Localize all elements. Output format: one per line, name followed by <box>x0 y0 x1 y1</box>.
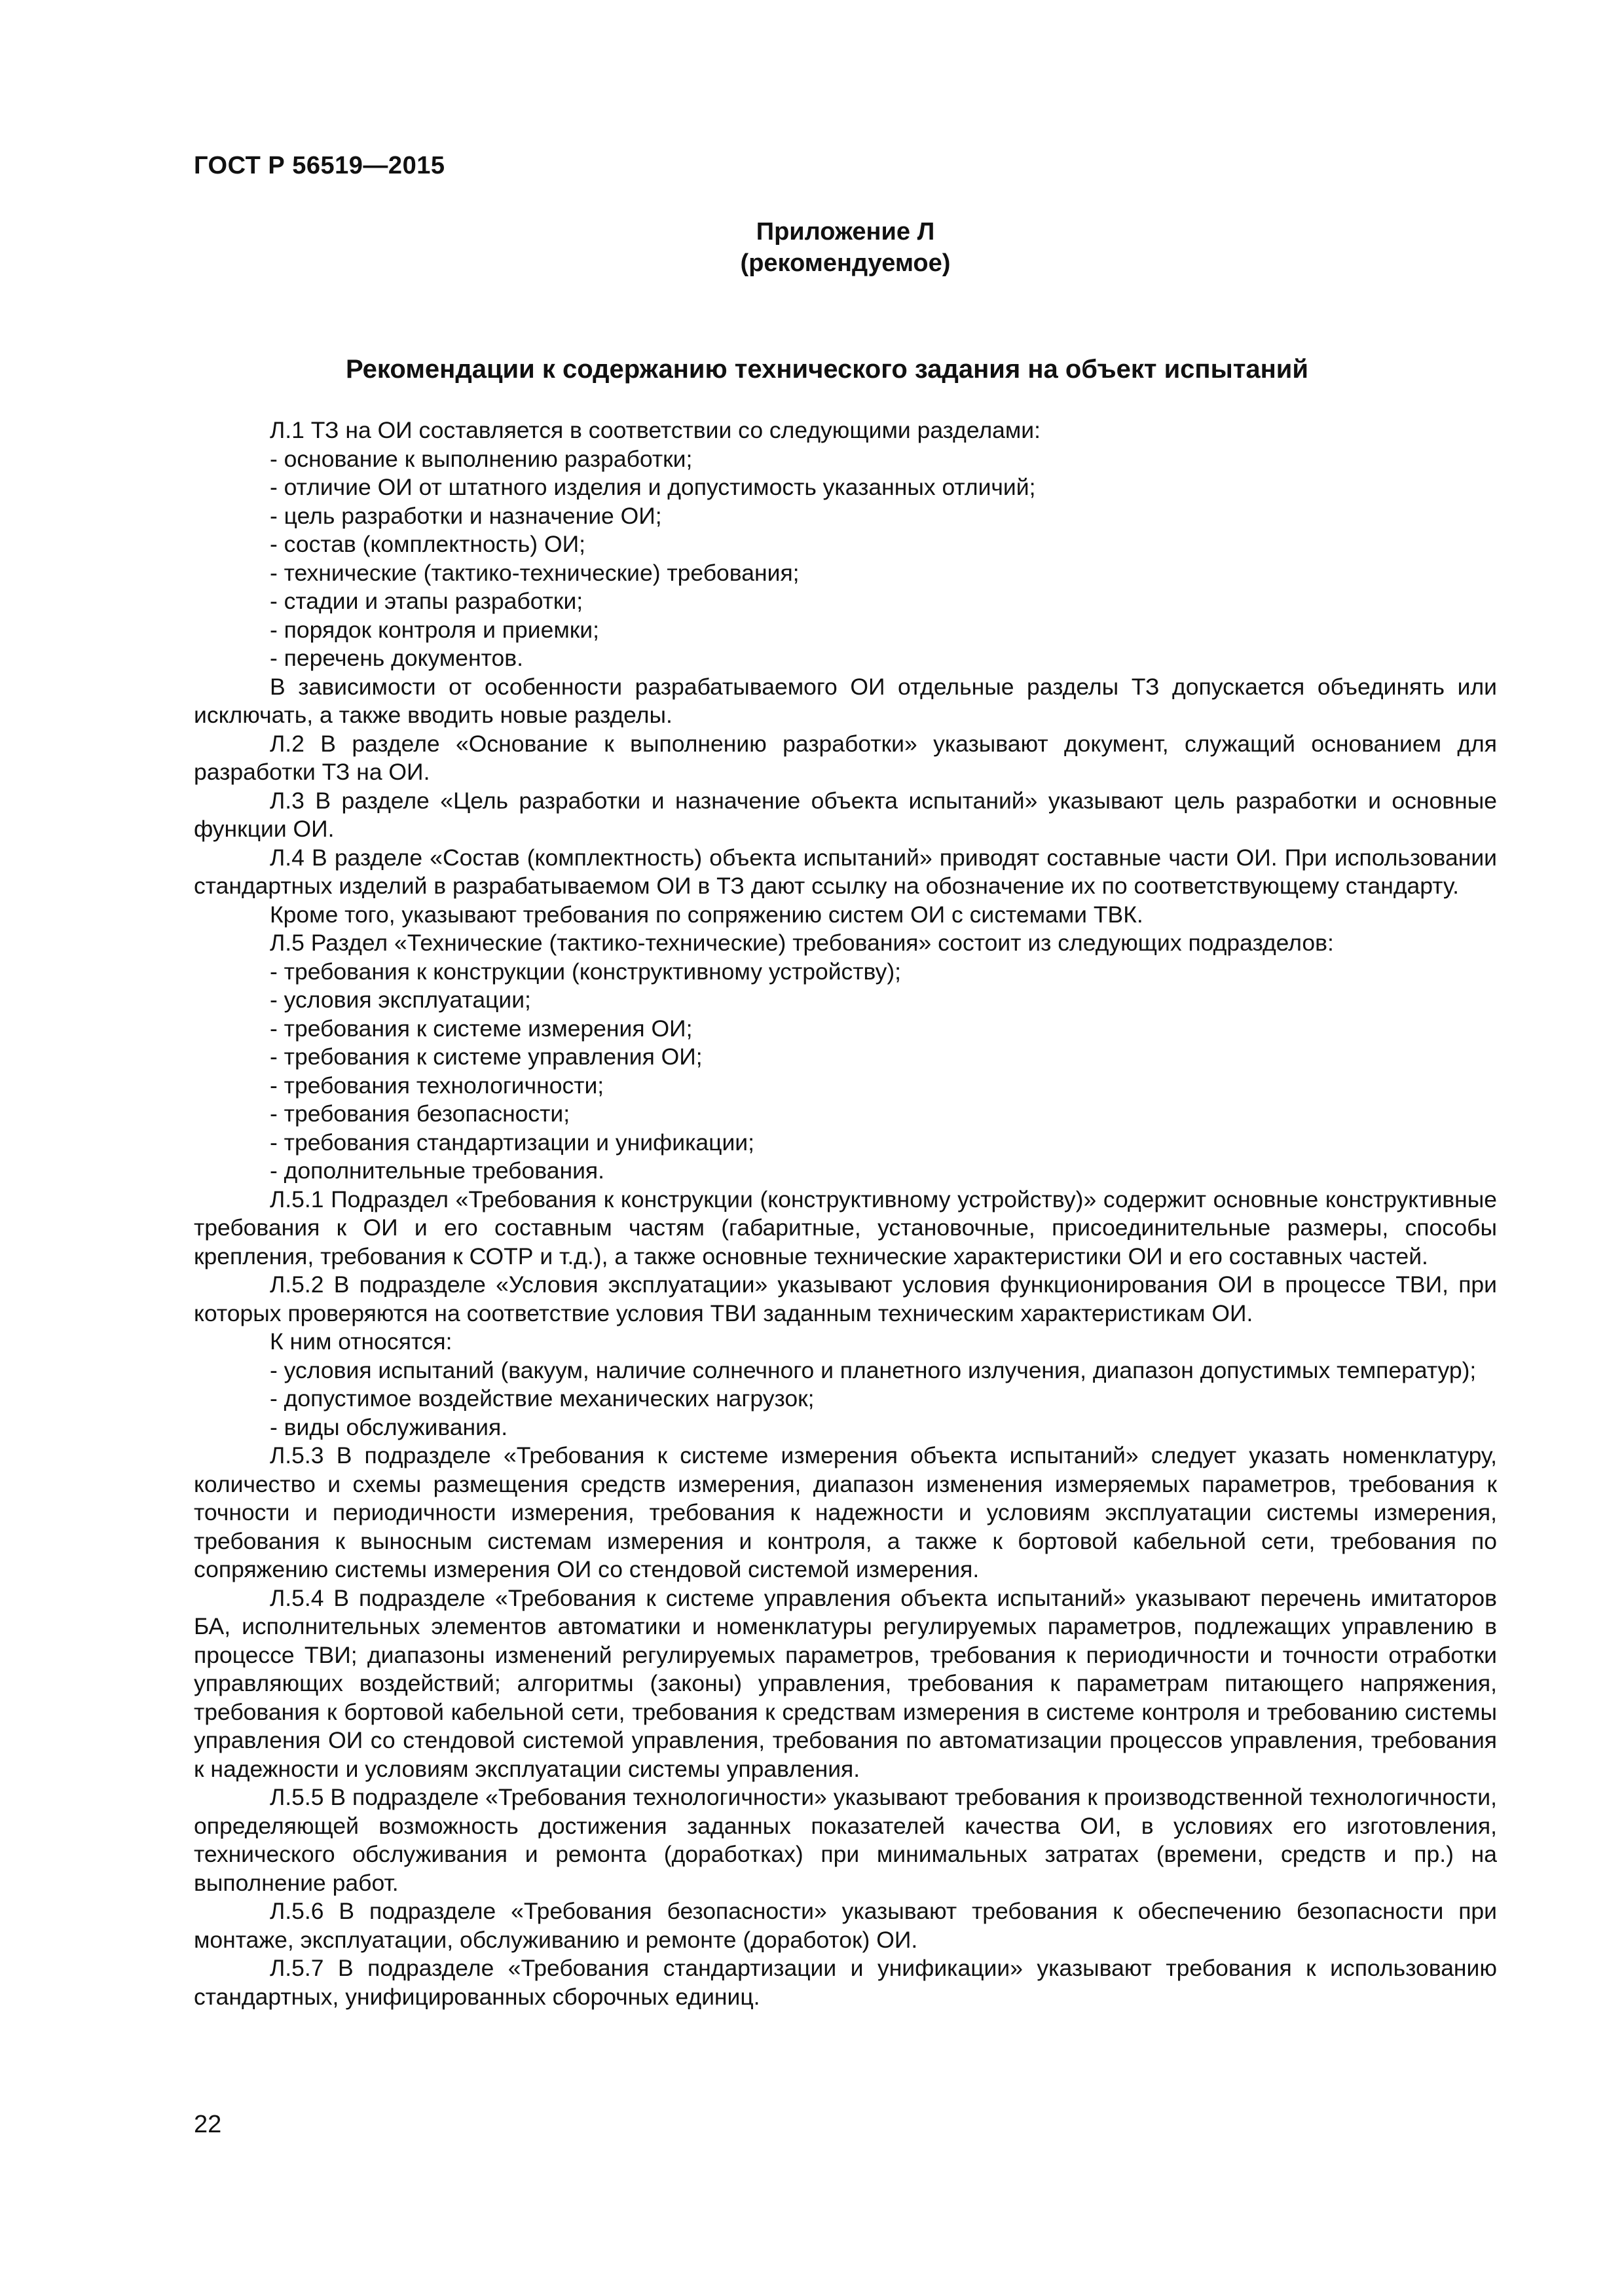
paragraph: В зависимости от особенности разрабатываемого ОИ отдельные разделы ТЗ допускается объединять или исключать, а также вводить новые разделы. <box>194 673 1497 728</box>
list-item: - требования к системе измерения ОИ; <box>270 1015 693 1042</box>
list-item: - требования стандартизации и унификации; <box>270 1129 755 1156</box>
body-text <box>194 416 1497 2011</box>
paragraph: Л.5.4 В подразделе «Требования к системе управления объекта испытаний» указывают перечень имитаторов БА, исполнительных элементов автоматики и номенклатуры регулируемых параметров, подлежащих управлению в процессе ТВИ; диапазоны изменений регулируемых параметров, требования к периодичности и точности отработки управляющих воздействий; алгоритмы (законы) управления, требования к параметрам питающего напряжения, требования к бортовой кабельной сети, требования к средствам измерения в системе контроля и требованию системы управления ОИ со стендовой системой управления, требования по автоматизации процессов управления, требования к надежности и условиям эксплуатации системы управления. <box>194 1584 1497 1782</box>
list-item: - перечень документов. <box>270 645 523 671</box>
paragraph: Л.5.1 Подраздел «Требования к конструкции (конструктивному устройству)» содержит основные конструктивные требования к ОИ и его составным частям (габаритные, установочные, присоединительные размеры, способы крепления, требования к СОТР и т.д.), а также основные технические характеристики ОИ и его составных частей. <box>194 1186 1497 1269</box>
list-item: - порядок контроля и приемки; <box>270 616 599 643</box>
page-number: 22 <box>194 2111 222 2138</box>
paragraph: - условия испытаний (вакуум, наличие солнечного и планетного излучения, диапазон допустимых температур); <box>270 1357 1477 1383</box>
appendix-status: (рекомендуемое) <box>740 249 951 277</box>
paragraph: Л.5.5 В подразделе «Требования технологичности» указывают требования к производственной технологичности, определяющей возможность достижения заданных показателей качества ОИ, в условиях его изготовления, технического обслуживания и ремонта (доработках) при минимальных затратах (времени, средств и пр.) на выполнение работ. <box>194 1784 1497 1896</box>
paragraph: Л.5.3 В подразделе «Требования к системе измерения объекта испытаний» следует указать номенклатуру, количество и схемы размещения средств измерения, диапазон изменения измеряемых параметров, требования к точности и периодичности измерения, требования к надежности и условиям эксплуатации системы измерения, требования к выносным системам измерения и контроля, а также к бортовой кабельной сети, требования по сопряжению системы измерения ОИ со стендовой системой измерения. <box>194 1442 1497 1582</box>
list-item: - основание к выполнению разработки; <box>270 445 693 472</box>
list-item: - технические (тактико-технические) требования; <box>270 559 800 586</box>
list-item: - состав (комплектность) ОИ; <box>270 531 585 557</box>
list-item: - дополнительные требования. <box>270 1157 604 1184</box>
list-item: - требования безопасности; <box>270 1101 570 1127</box>
list-item: - отличие ОИ от штатного изделия и допустимость указанных отличий; <box>270 474 1036 500</box>
document-title: Рекомендации к содержанию технического задания на объект испытаний <box>346 355 1308 384</box>
paragraph: Л.5 Раздел «Технические (тактико-технические) требования» состоит из следующих подразделов: <box>270 930 1334 956</box>
list-item: - требования к системе управления ОИ; <box>270 1044 703 1070</box>
paragraph: Л.3 В разделе «Цель разработки и назначение объекта испытаний» указывают цель разработки и основные функции ОИ. <box>194 787 1497 842</box>
list-item: - допустимое воздействие механических нагрузок; <box>270 1385 815 1412</box>
list-item: - условия эксплуатации; <box>270 987 531 1013</box>
list-item: - требования к конструкции (конструктивному устройству); <box>270 958 902 985</box>
standard-code: ГОСТ Р 56519—2015 <box>194 152 445 179</box>
appendix-heading <box>194 216 1497 279</box>
paragraph: Л.2 В разделе «Основание к выполнению разработки» указывают документ, служащий основанием для разработки ТЗ на ОИ. <box>194 730 1497 785</box>
list-item: - стадии и этапы разработки; <box>270 588 583 614</box>
paragraph: Л.4 В разделе «Состав (комплектность) объекта испытаний» приводят составные части ОИ. При использовании стандартных изделий в разрабатываемом ОИ в ТЗ дают ссылку на обозначение их по соответствующему стандарту. <box>194 844 1497 899</box>
paragraph: Л.5.7 В подразделе «Требования стандартизации и унификации» указывают требования к использованию стандартных, унифицированных сборочных единиц. <box>194 1955 1497 2010</box>
list-item: - цель разработки и назначение ОИ; <box>270 502 662 529</box>
paragraph: Л.5.6 В подразделе «Требования безопасности» указывают требования к обеспечению безопасности при монтаже, эксплуатации, обслуживанию и ремонте (доработок) ОИ. <box>194 1898 1497 1953</box>
paragraph: К ним относятся: <box>270 1328 452 1355</box>
paragraph: Кроме того, указывают требования по сопряжению систем ОИ с системами ТВК. <box>270 901 1143 928</box>
paragraph: Л.1 ТЗ на ОИ составляется в соответствии со следующими разделами: <box>270 417 1041 443</box>
list-item: - требования технологичности; <box>270 1072 604 1099</box>
paragraph: Л.5.2 В подразделе «Условия эксплуатации» указывают условия функционирования ОИ в процессе ТВИ, при которых проверяются на соответствие условия ТВИ заданным техническим характеристикам ОИ. <box>194 1271 1497 1326</box>
appendix-label: Приложение Л <box>756 218 935 246</box>
list-item: - виды обслуживания. <box>270 1413 508 1440</box>
